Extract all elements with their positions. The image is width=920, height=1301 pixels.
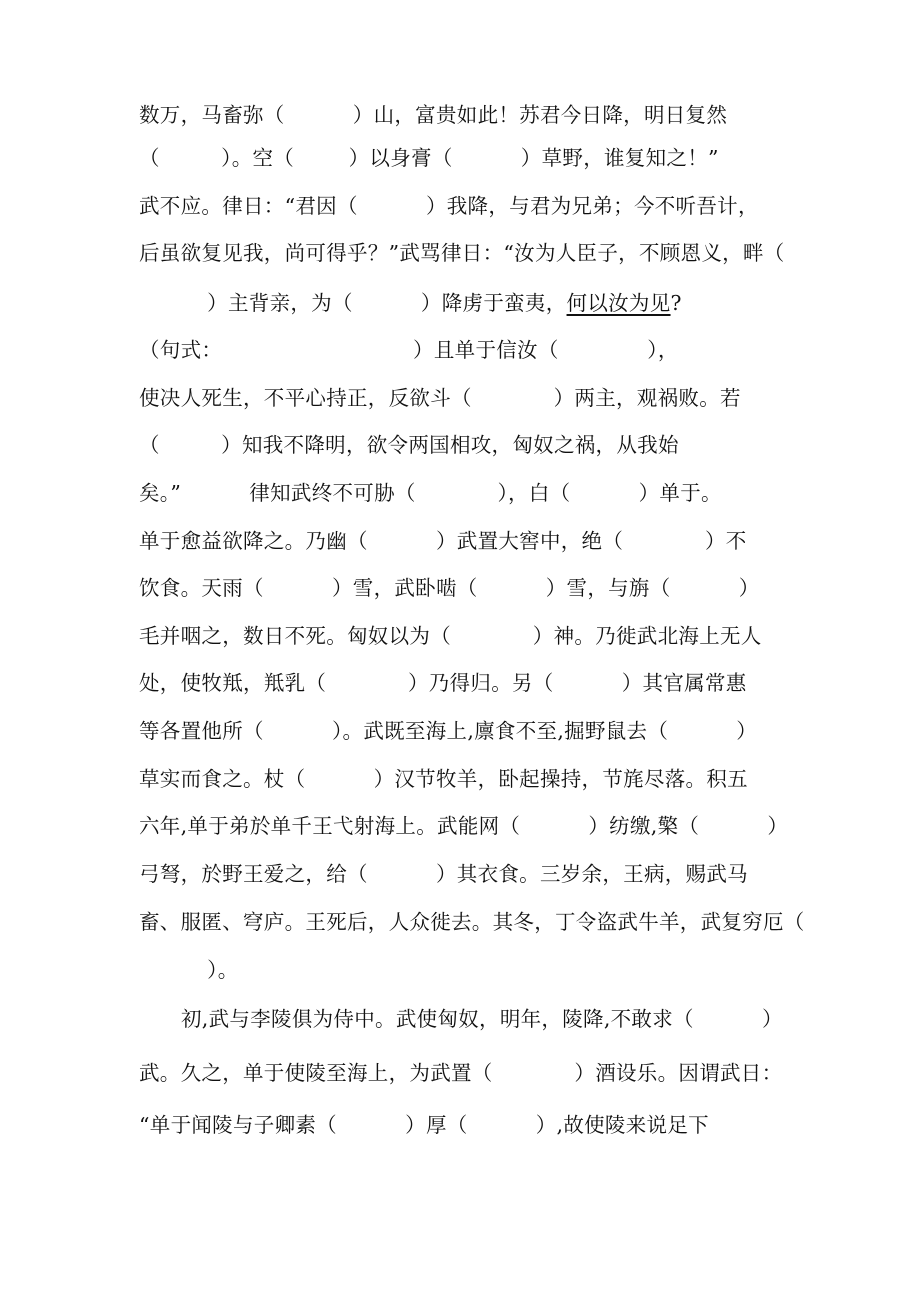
text-line-21: 武。久之，单于使陵至海上，为武置（ ）酒设乐。因谓武日： <box>139 1061 783 1085</box>
text-line-13: 处，使牧羝，羝乳（ ）乃得归。另（ ）其官属常惠 <box>139 671 747 695</box>
text-line-17: 弓弩，於野王爱之，给（ ）其衣食。三岁余，王病，赐武马 <box>139 862 748 886</box>
text-line-5 <box>139 283 784 323</box>
text-line-4: 后虽欲复见我，尚可得乎？”武骂律日：“汝为人臣子，不顾恩义，畔（ <box>139 241 785 265</box>
underlined-phrase: 何以汝为见 <box>566 291 671 315</box>
text-line-18: 畜、服匿、穹庐。王死后，人众徙去。其冬，丁令盗武牛羊，武复穷厄（ <box>139 910 805 934</box>
text-line-5-main: ）主背亲，为（ ）降虏于蛮夷， <box>139 291 567 315</box>
text-line-15: 草实而食之。杖（ ）汉节牧羊，卧起操持，节旄尽落。积五 <box>139 767 748 791</box>
text-line-6: （句式： ）且单于信汝（ ）， <box>139 338 679 362</box>
text-line-10: 单于愈益欲降之。乃幽（ ）武置大窖中，绝（ ）不 <box>139 529 747 553</box>
text-line-20: 初,武与李陵俱为侍中。武使匈奴，明年，陵降,不敢求（ ） <box>181 1007 783 1031</box>
text-line-3: 武不应。律日：“君因（ ）我降，与君为兄弟；今不听吾计， <box>139 194 759 218</box>
text-line-11: 饮食。天雨（ ）雪，武卧啮（ ）雪，与旃（ ） <box>139 576 760 600</box>
text-line-9: 矣。” 律知武终不可胁（ ），白（ ）单于。 <box>139 481 722 505</box>
text-line-12: 毛并咽之，数日不死。匈奴以为（ ）神。乃徙武北海上无人 <box>139 624 762 648</box>
text-line-1: 数万，马畜弥（ ）山，富贵如此！苏君今日降，明日复然 <box>139 103 728 127</box>
text-line-2: （ ）。空（ ）以身膏（ ）草野，谁复知之！” <box>139 146 719 170</box>
text-line-16: 六年,单于弟於单千王弋射海上。武能网（ ）纺缴,檠（ ） <box>139 814 789 838</box>
text-line-14: 等各置他所（ ）。武既至海上,廪食不至,掘野鼠去（ ） <box>139 719 758 743</box>
text-line-8: （ ）知我不降明，欲令两国相攻，匈奴之祸，从我始 <box>139 433 679 457</box>
text-line-19: ）。 <box>139 958 239 982</box>
question-mark: ? <box>670 291 682 315</box>
text-line-7: 使决人死生，不平心持正，反欲斗（ ）两主，观祸败。若 <box>139 386 741 410</box>
text-line-22: “单于闻陵与子卿素（ ）厚（ ）,故使陵来说足下 <box>139 1113 709 1137</box>
